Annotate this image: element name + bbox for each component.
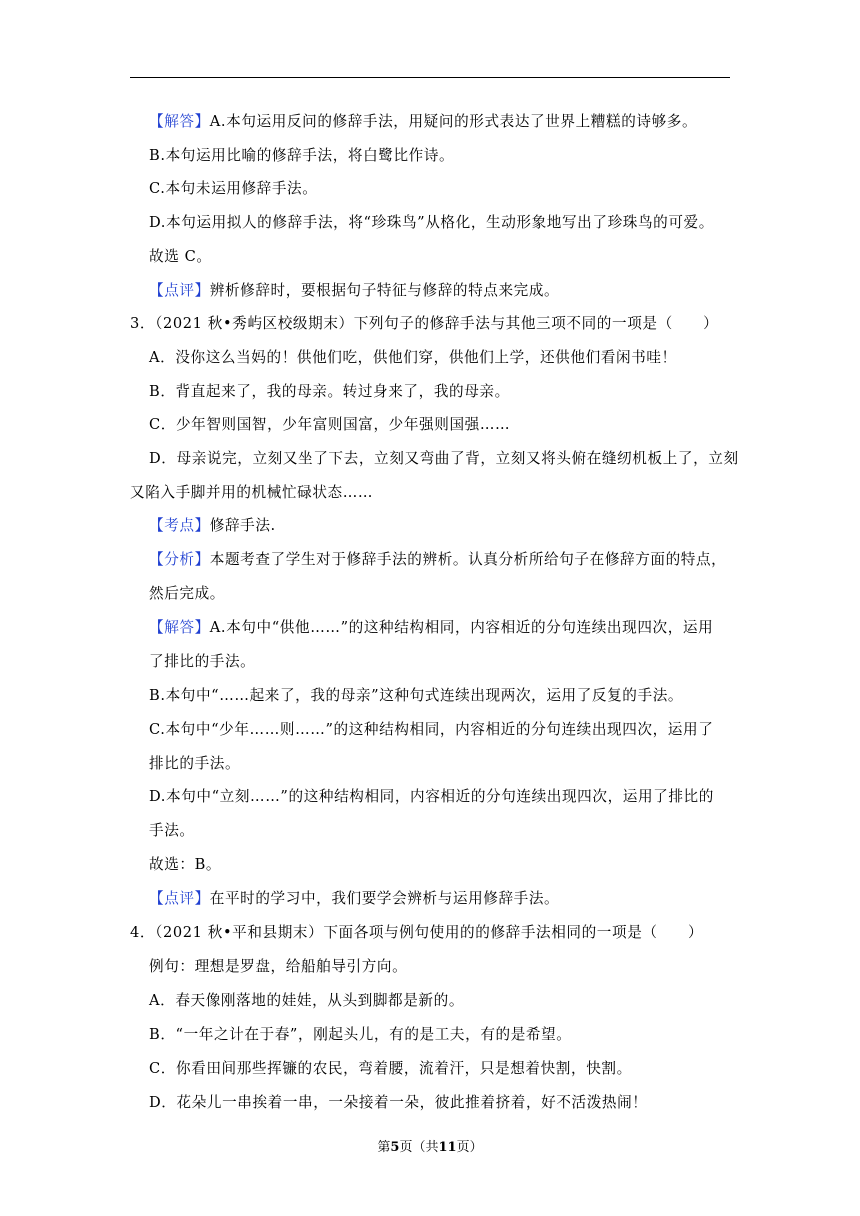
header-rule [130,77,730,78]
comment-tag: 【点评】 [149,282,210,299]
q3-fenxi-text-1: 本题考查了学生对于修辞手法的辨析。认真分析所给句子在修辞方面的特点， [209,551,727,568]
kaodian-tag: 【考点】 [149,517,210,534]
q3-kaodian-text: 修辞手法. [209,517,276,534]
q3-stem: 3．（2021 秋•秀屿区校级期末）下列句子的修辞手法与其他三项不同的一项是（ ） [130,315,719,332]
footer-suffix: 页） [456,1140,483,1155]
answer-tag: 【解答】 [149,619,210,636]
q2-choice: 故选 C。 [149,248,212,265]
q2-answer-d: D.本句运用拟人的修辞手法，将“珍珠鸟”从格化，生动形象地写出了珍珠鸟的可爱。 [149,214,714,231]
q3-kaodian-line [149,516,276,536]
page-footer [0,1140,860,1156]
page-number: 5 [390,1140,400,1155]
q4-option-b: B．“一年之计在于春”，刚起头儿，有的是工夫，有的是希望。 [149,1026,572,1043]
q3-comment-text: 在平时的学习中，我们要学会辨析与运用修辞手法。 [209,890,560,907]
total-pages: 11 [438,1140,457,1155]
q3-fenxi-line [149,550,726,570]
q3-option-d-line1: D．母亲说完，立刻又坐了下去，立刻又弯曲了背，立刻又将头俯在缝纫机板上了，立刻 [149,450,739,467]
q2-answer-a: A.本句运用反问的修辞手法，用疑问的形式表达了世界上糟糕的诗够多。 [209,113,698,130]
answer-tag: 【解答】 [149,113,210,130]
q4-example: 例句：理想是罗盘，给船舶导引方向。 [149,958,408,975]
q3-option-b: B．背直起来了，我的母亲。转过身来了，我的母亲。 [149,383,510,400]
q3-comment-line [149,889,559,909]
q2-answer-line [149,112,697,132]
q2-answer-c: C.本句未运用修辞手法。 [149,180,318,197]
q3-answer-d-1: D.本句中“立刻……”的这种结构相同，内容相近的分句连续出现四次，运用了排比的 [149,788,714,805]
q2-comment-line [149,281,559,301]
footer-middle: 页（共 [399,1140,439,1155]
q2-comment-text: 辨析修辞时，要根据句子特征与修辞的特点来完成。 [209,282,560,299]
q3-answer-a-2: 了排比的手法。 [149,653,256,670]
q3-answer-a-1: A.本句中“供他……”的这种结构相同，内容相近的分句连续出现四次，运用 [209,619,714,636]
q4-option-c: C．你看田间那些挥镰的农民，弯着腰，流着汗，只是想着快割，快割。 [149,1060,632,1077]
fenxi-tag: 【分析】 [149,551,210,568]
q3-answer-b: B.本句中“……起来了，我的母亲”这种句式连续出现两次，运用了反复的手法。 [149,687,684,704]
q3-option-d-line2: 又陷入手脚并用的机械忙碌状态…… [130,484,374,501]
q3-fenxi-text-2: 然后完成。 [149,585,225,602]
q3-option-a: A．没你这么当妈的！供他们吃，供他们穿，供他们上学，还供他们看闲书哇！ [149,349,677,366]
comment-tag: 【点评】 [149,890,210,907]
footer-prefix: 第 [377,1140,391,1155]
q3-answer-d-2: 手法。 [149,822,195,839]
q3-answer-line [149,618,713,638]
q3-answer-c-1: C.本句中“少年……则……”的这种结构相同，内容相近的分句连续出现四次，运用了 [149,721,714,738]
q4-option-d: D．花朵儿一串挨着一串，一朵接着一朵，彼此推着挤着，好不活泼热闹！ [149,1094,648,1111]
q4-option-a: A．春天像刚落地的娃娃，从头到脚都是新的。 [149,992,465,1009]
q4-stem: 4．（2021 秋•平和县期末）下面各项与例句使用的的修辞手法相同的一项是（ ） [130,924,704,941]
q2-answer-b: B.本句运用比喻的修辞手法，将白鹭比作诗。 [149,147,455,164]
q3-choice: 故选：B。 [149,856,222,873]
q3-option-c: C．少年智则国智，少年富则国富，少年强则国强…… [149,416,511,433]
q3-answer-c-2: 排比的手法。 [149,755,241,772]
